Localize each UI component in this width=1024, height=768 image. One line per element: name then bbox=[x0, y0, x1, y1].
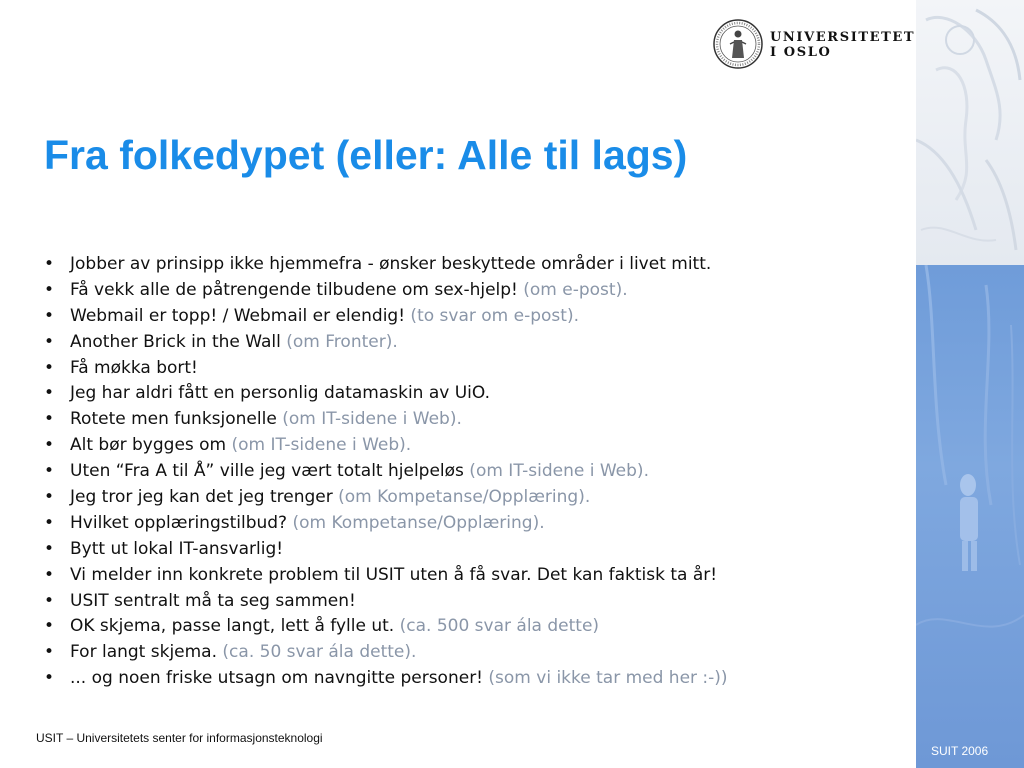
university-logo bbox=[712, 18, 916, 72]
bullet-dot-icon: • bbox=[44, 538, 55, 559]
bullet-dot-icon: • bbox=[44, 279, 55, 300]
bullet-item bbox=[44, 304, 728, 330]
bullet-text: OK skjema, passe langt, lett å fylle ut. bbox=[70, 616, 395, 637]
bullet-note: (om IT-sidene i Web). bbox=[276, 409, 462, 430]
bullet-text: Få vekk alle de påtrengende tilbudene om sex-hjelp! bbox=[70, 279, 518, 300]
sculpture-relief-image bbox=[916, 0, 1024, 265]
bullet-dot-icon: • bbox=[44, 668, 55, 689]
bullet-text: Vi melder inn konkrete problem til USIT uten å få svar. Det kan faktisk ta år! bbox=[70, 564, 718, 585]
bullet-text: Rotete men funksjonelle bbox=[70, 409, 277, 430]
slide-title: Fra folkedypet (eller: Alle til lags) bbox=[44, 132, 688, 178]
bullet-dot-icon: • bbox=[44, 305, 55, 326]
bullet-note: (om Kompetanse/Opplæring). bbox=[287, 512, 545, 533]
university-seal-icon bbox=[712, 18, 764, 70]
footer-organization: USIT – Universitetets senter for informasjonsteknologi bbox=[36, 731, 323, 745]
bullet-item bbox=[44, 330, 728, 356]
bullet-item bbox=[44, 485, 728, 511]
bullet-dot-icon: • bbox=[44, 331, 55, 352]
logo-line-2: I OSLO bbox=[770, 45, 832, 60]
bullet-note: (om e-post). bbox=[517, 279, 628, 300]
bullet-note: (ca. 500 svar ála dette) bbox=[394, 616, 600, 637]
bullet-item bbox=[44, 407, 728, 433]
bullet-note: (om IT-sidene i Web). bbox=[226, 435, 412, 456]
bullet-note: (om Fronter). bbox=[280, 331, 398, 352]
bullet-item bbox=[44, 252, 728, 278]
bullet-text: Hvilket opplæringstilbud? bbox=[70, 512, 288, 533]
university-name bbox=[770, 30, 915, 60]
bullet-dot-icon: • bbox=[44, 642, 55, 663]
bullet-item bbox=[44, 511, 728, 537]
bullet-text: Jobber av prinsipp ikke hjemmefra - ønsker beskyttede områder i livet mitt. bbox=[70, 254, 712, 274]
bullet-dot-icon: • bbox=[44, 564, 55, 585]
bullet-text: Another Brick in the Wall bbox=[70, 331, 281, 352]
bullet-item bbox=[44, 537, 728, 563]
bullet-dot-icon: • bbox=[44, 616, 55, 637]
bullet-note: (ca. 50 svar ála dette). bbox=[217, 642, 417, 663]
bullet-note: (om Kompetanse/Opplæring). bbox=[332, 487, 591, 508]
bullet-item bbox=[44, 278, 728, 304]
bullet-item bbox=[44, 640, 728, 666]
bullet-dot-icon: • bbox=[44, 461, 55, 482]
bullet-text: USIT sentralt må ta seg sammen! bbox=[70, 590, 356, 611]
bullet-item bbox=[44, 666, 728, 692]
bullet-item bbox=[44, 589, 728, 615]
bullet-dot-icon: • bbox=[44, 512, 55, 533]
bullet-item bbox=[44, 563, 728, 589]
bullet-item bbox=[44, 614, 728, 640]
bullet-text: ... og noen friske utsagn om navngitte personer! bbox=[70, 668, 483, 689]
bullet-dot-icon: • bbox=[44, 357, 55, 378]
bullet-note: (som vi ikke tar med her :-)) bbox=[483, 668, 728, 689]
bullet-text: Jeg tror jeg kan det jeg trenger bbox=[70, 487, 333, 508]
bullet-dot-icon: • bbox=[44, 383, 55, 404]
bullet-text: Alt bør bygges om bbox=[70, 435, 227, 456]
bullet-text: Webmail er topp! / Webmail er elendig! bbox=[70, 305, 406, 326]
bullet-list bbox=[44, 252, 728, 692]
bullet-dot-icon: • bbox=[44, 435, 55, 456]
logo-line-1: UNIVERSITETET bbox=[770, 30, 916, 45]
bullet-item bbox=[44, 433, 728, 459]
bullet-dot-icon: • bbox=[44, 590, 55, 611]
bullet-note: (om IT-sidene i Web). bbox=[463, 461, 649, 482]
bullet-text: For langt skjema. bbox=[70, 642, 218, 663]
bullet-text: Bytt ut lokal IT-ansvarlig! bbox=[70, 538, 284, 559]
footer-event-label: SUIT 2006 bbox=[931, 744, 989, 758]
bullet-dot-icon: • bbox=[44, 409, 55, 430]
bullet-text: Uten “Fra A til Å” ville jeg vært totalt hjelpeløs bbox=[70, 461, 464, 482]
bullet-item bbox=[44, 356, 728, 382]
bullet-dot-icon: • bbox=[44, 487, 55, 508]
relief-figure-image bbox=[916, 265, 1024, 768]
bullet-dot-icon: • bbox=[44, 254, 55, 274]
bullet-text: Få møkka bort! bbox=[70, 357, 198, 378]
bullet-text: Jeg har aldri fått en personlig datamaskin av UiO. bbox=[70, 383, 491, 404]
bullet-item bbox=[44, 459, 728, 485]
bullet-note: (to svar om e-post). bbox=[405, 305, 579, 326]
bullet-item bbox=[44, 381, 728, 407]
decorative-side-band bbox=[916, 0, 1024, 768]
